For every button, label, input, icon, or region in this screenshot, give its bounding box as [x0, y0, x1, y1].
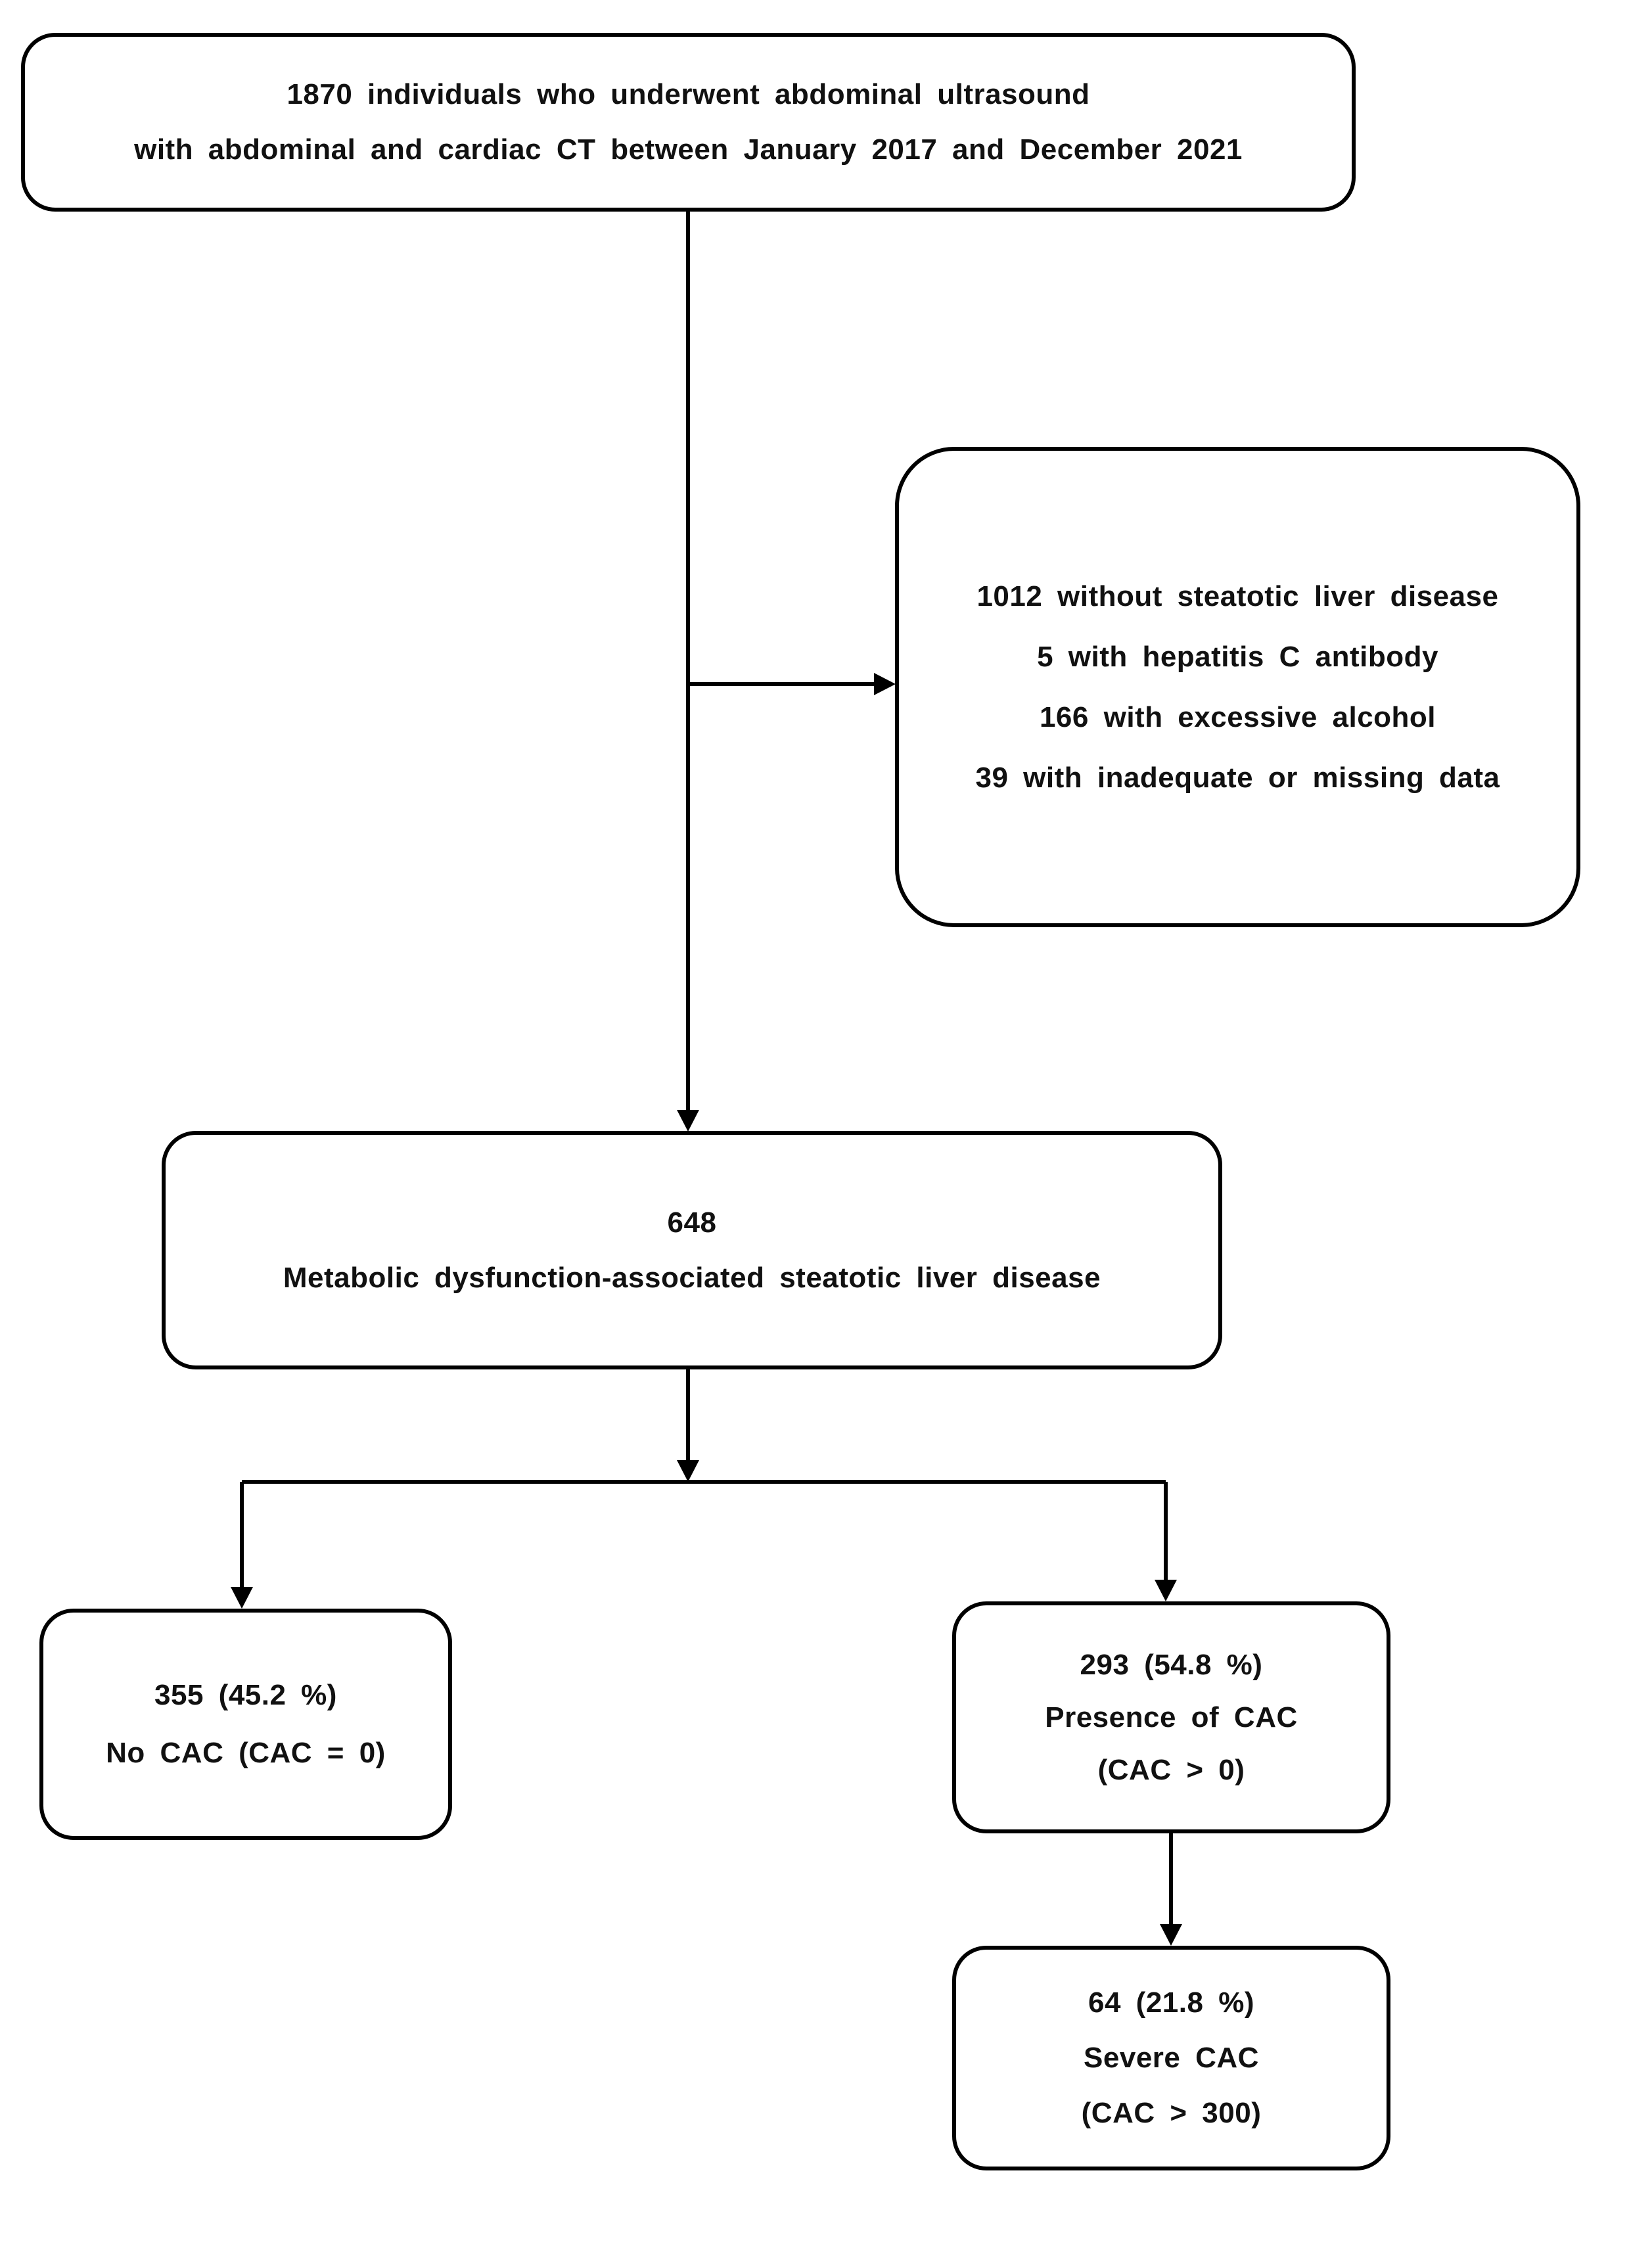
no-cac-label: No CAC (CAC = 0)	[106, 1737, 386, 1769]
box-study-population	[21, 33, 1356, 212]
masld-count: 648	[667, 1206, 717, 1239]
masld-label: Metabolic dysfunction-associated steatotic liver disease	[283, 1261, 1101, 1294]
box-no-cac	[39, 1609, 452, 1840]
arrowhead-to-exclusions	[874, 673, 896, 695]
exclusion-line-3: 166 with excessive alcohol	[1039, 700, 1436, 733]
exclusion-line-1: 1012 without steatotic liver disease	[976, 580, 1499, 612]
no-cac-count: 355 (45.2 %)	[154, 1679, 337, 1711]
arrowhead-top-to-masld	[677, 1110, 699, 1132]
arrowhead-to-presence-cac	[1155, 1580, 1177, 1601]
arrow-line-to-exclusions	[688, 682, 877, 686]
exclusion-line-2: 5 with hepatitis C antibody	[1037, 640, 1438, 673]
severe-cac-count: 64 (21.8 %)	[1088, 1986, 1254, 2019]
arrowhead-masld-to-split	[677, 1460, 699, 1482]
connector-split	[242, 1480, 1166, 1484]
presence-cac-criteria: (CAC > 0)	[1097, 1753, 1245, 1786]
box-severe-cac	[952, 1946, 1390, 2170]
presence-cac-label: Presence of CAC	[1045, 1701, 1298, 1733]
arrow-line-to-no-cac	[240, 1482, 244, 1589]
study-population-line-2: with abdominal and cardiac CT between January 2017 and December 2021	[134, 133, 1243, 166]
box-presence-cac	[952, 1601, 1390, 1833]
arrow-line-to-presence-cac	[1164, 1482, 1168, 1582]
arrow-line-to-severe-cac	[1169, 1833, 1173, 1926]
box-exclusions	[895, 447, 1580, 927]
exclusion-line-4: 39 with inadequate or missing data	[975, 761, 1500, 794]
arrowhead-to-severe-cac	[1160, 1924, 1182, 1946]
box-masld	[162, 1131, 1222, 1369]
arrow-line-top-to-masld	[686, 212, 690, 1112]
arrowhead-to-no-cac	[231, 1587, 253, 1609]
severe-cac-criteria: (CAC > 300)	[1081, 2097, 1262, 2129]
arrow-line-masld-to-split	[686, 1369, 690, 1462]
study-population-line-1: 1870 individuals who underwent abdominal ultrasound	[287, 78, 1090, 110]
severe-cac-label: Severe CAC	[1084, 2042, 1259, 2074]
presence-cac-count: 293 (54.8 %)	[1080, 1648, 1263, 1681]
